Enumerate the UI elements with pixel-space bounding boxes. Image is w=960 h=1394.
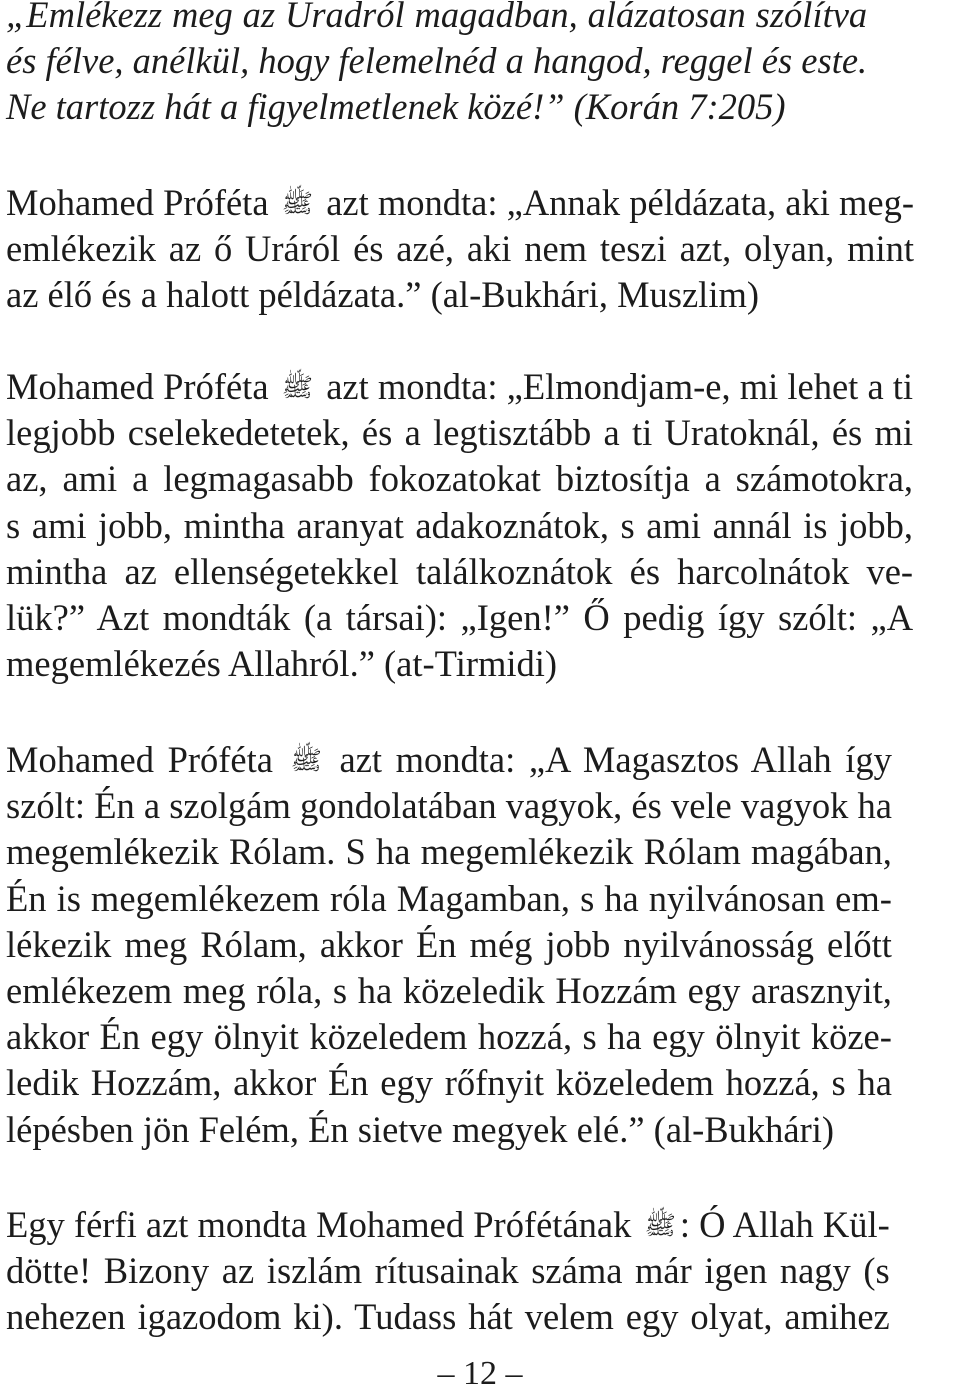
text-line: „Emlékezz meg az Uradról magadban, alázatosan szólítva [6, 0, 868, 35]
salawat-seal-icon: ﷺ [290, 746, 322, 776]
hadith-paragraph-2 [6, 364, 913, 687]
salawat-seal-icon: ﷺ [644, 1211, 676, 1241]
text-line: ledik Hozzám, akkor Én egy rőfnyit közeledem hozzá, s ha [6, 1062, 892, 1104]
text-line: dötte! Bizony az iszlám rítusainak száma már igen nagy (s [6, 1250, 890, 1292]
line-text: Mohamed Próféta [6, 182, 278, 223]
quran-verse-quote [6, 0, 867, 131]
text-line: szólt: Én a szolgám gondolatában vagyok, és vele vagyok ha [6, 785, 892, 827]
text-line [6, 1202, 890, 1248]
text-line: emlékezik az ő Uráról és azé, aki nem teszi azt, olyan, mint [6, 228, 914, 270]
salawat-seal-icon: ﷺ [281, 373, 314, 403]
text-line: lük?” Azt mondták (a társai): „Igen!” Ő pedig így szólt: „A [6, 597, 914, 639]
text-line: s ami jobb, mintha aranyat adakoznátok, s ami annál is jobb, [6, 504, 914, 546]
text-line: lékezik meg Rólam, akkor Én még jobb nyilvánosság előtt [6, 923, 892, 965]
hadith-paragraph-1 [6, 180, 914, 319]
hadith-paragraph-4 [6, 1202, 890, 1341]
line-text: azt mondta: „Annak példázata, aki meg- [317, 182, 914, 223]
line-text: Mohamed Próféta [6, 366, 278, 407]
text-line: az élő és a halott példázata.” (al-Bukhári, Muszlim) [6, 274, 760, 316]
text-line: nehezen igazodom ki). Tudass hát velem egy olyat, amihez [6, 1296, 890, 1338]
text-line: megemlékezik Rólam. S ha megemlékezik Rólam magában, [6, 831, 892, 873]
text-line: megemlékezés Allahról.” (at-Tirmidi) [6, 643, 558, 685]
text-line [6, 364, 913, 410]
line-text: : Ó Allah Kül- [679, 1204, 890, 1245]
text-line [6, 180, 914, 226]
text-line: az, ami a legmagasabb fokozatokat biztosítja a számotokra, [6, 458, 914, 500]
text-line: és félve, anélkül, hogy felemelnéd a hangod, reggel és este. [6, 40, 868, 82]
text-line: akkor Én egy ölnyit közeledem hozzá, s ha egy ölnyit köze- [6, 1016, 892, 1058]
salawat-seal-icon: ﷺ [281, 189, 314, 219]
text-line: emlékezem meg róla, s ha közeledik Hozzám egy arasznyit, [6, 970, 892, 1012]
text-line: mintha az ellenségetekkel találkoznátok és harcolnátok ve- [6, 550, 914, 592]
hadith-paragraph-3 [6, 737, 892, 1153]
line-text: azt mondta: „Elmondjam-e, mi lehet a ti [317, 366, 914, 407]
text-line: lépésben jön Felém, Én sietve megyek elé.” (al-Bukhári) [6, 1108, 835, 1150]
text-line: Én is megemlékezem róla Magamban, s ha nyilvánosan em- [6, 877, 892, 919]
text-line: Ne tartozz hát a figyelmetlenek közé!” (Korán 7:205) [6, 86, 786, 128]
line-text: Mohamed Próféta [6, 739, 287, 780]
line-text: azt mondta: „A Magasztos Allah így [325, 739, 892, 780]
line-text: Egy férfi azt mondta Mohamed Prófétának [6, 1204, 641, 1245]
text-line [6, 737, 892, 783]
page-number: – 12 – [437, 1355, 523, 1392]
text-line: legjobb cselekedetetek, és a legtisztább a ti Uratoknál, és mi [6, 412, 914, 454]
